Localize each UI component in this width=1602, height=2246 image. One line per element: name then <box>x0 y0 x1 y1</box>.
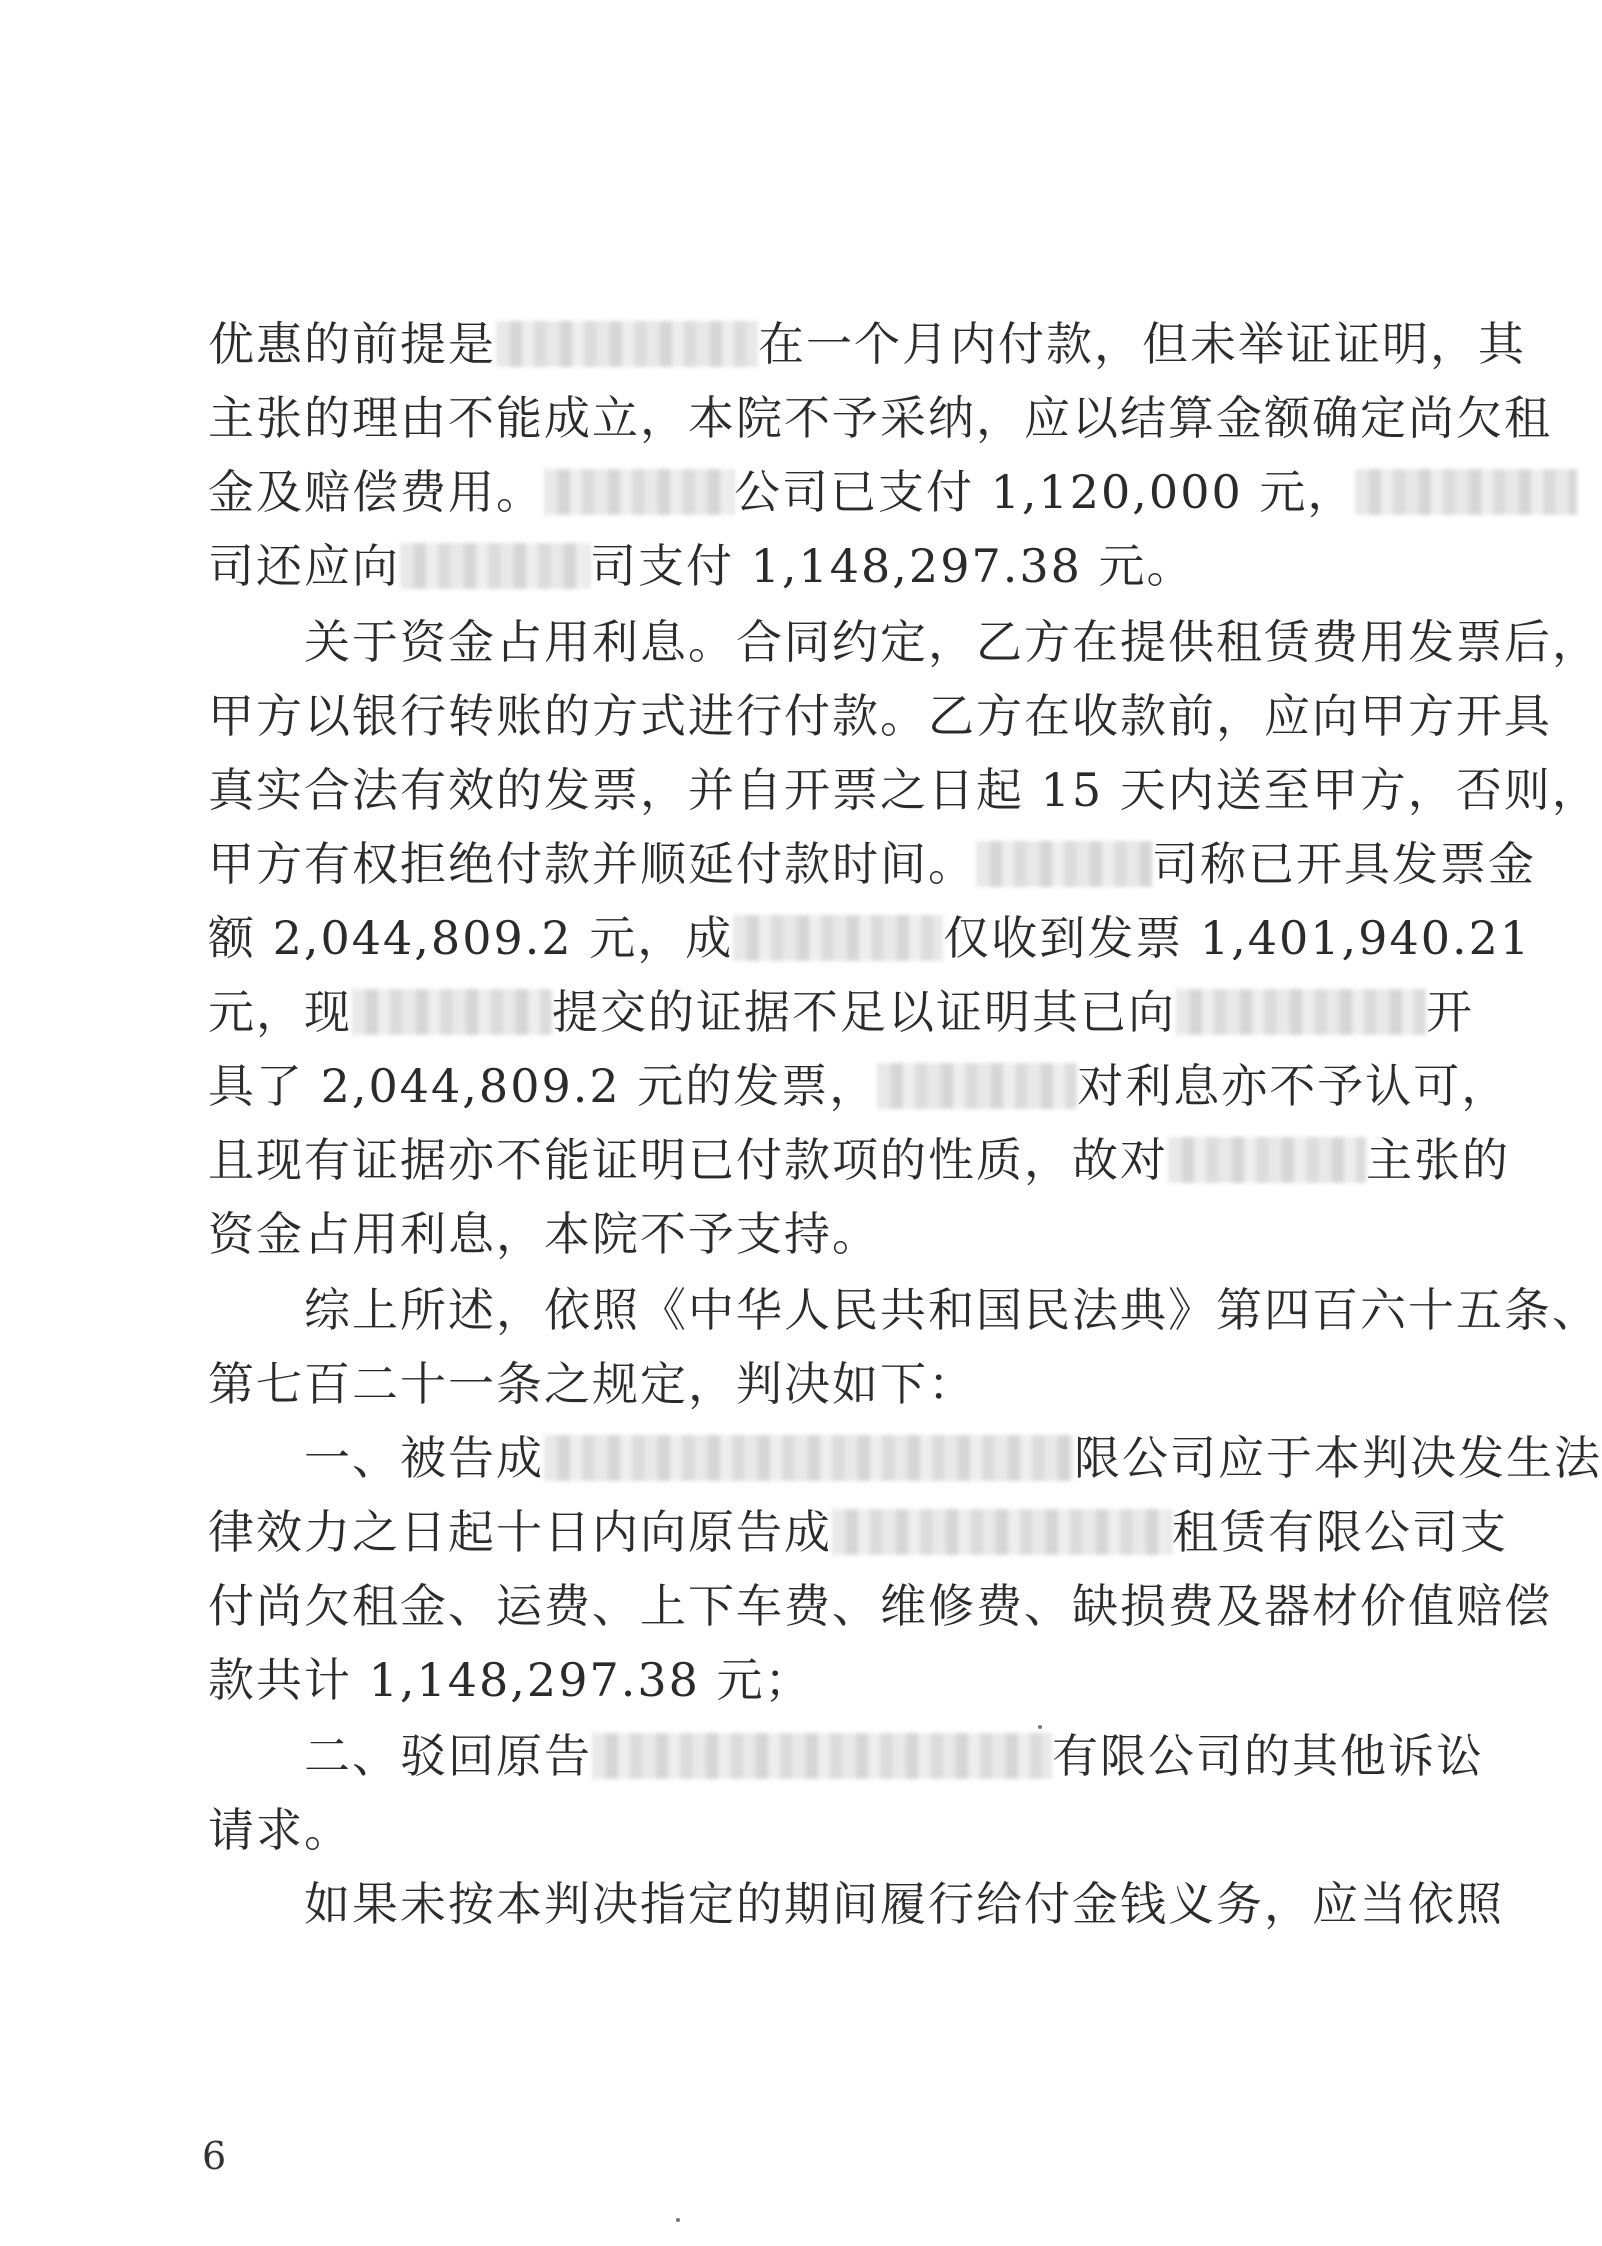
text-segment: 元，现 <box>208 985 352 1039</box>
text-segment: 第七百二十一条之规定，判决如下： <box>208 1357 976 1411</box>
text-segment: 如果未按本判决指定的期间履行给付金钱义务，应当依照 <box>208 1877 1504 1931</box>
text-line <box>208 388 1552 448</box>
redaction-block <box>832 1509 1172 1555</box>
text-segment: 甲方以银行转账的方式进行付款。乙方在收款前，应向甲方开具 <box>208 689 1552 743</box>
redaction-block <box>592 1733 1052 1779</box>
redaction-block <box>544 1435 1074 1481</box>
text-line <box>208 908 1532 968</box>
scan-speck <box>676 2218 680 2222</box>
text-segment: 二、驳回原告 <box>208 1729 592 1783</box>
text-segment: 一、被告成 <box>208 1431 544 1485</box>
text-line <box>208 1354 1394 1414</box>
text-line <box>208 834 1536 894</box>
text-segment: 主张的理由不能成立，本院不予采纳，应以结算金额确定尚欠租 <box>208 391 1552 445</box>
text-segment: 具了 2,044,809.2 元的发票， <box>208 1059 878 1113</box>
text-segment: 金及赔偿费用。 <box>208 465 544 519</box>
text-segment: 付尚欠租金、运费、上下车费、维修费、缺损费及器材价值赔偿 <box>208 1579 1552 1633</box>
redaction-block <box>1168 1137 1366 1183</box>
text-segment: 有限公司的其他诉讼 <box>1052 1729 1484 1783</box>
text-line <box>208 314 1526 374</box>
text-line <box>208 1726 1484 1786</box>
text-line <box>208 1874 1504 1934</box>
text-line <box>208 1130 1510 1190</box>
text-segment: 限公司应于本判决发生法 <box>1074 1431 1602 1485</box>
text-segment: 款共计 1,148,297.38 元； <box>208 1653 813 1707</box>
redaction-block <box>352 989 552 1035</box>
text-segment: 律效力之日起十日内向原告成 <box>208 1505 832 1559</box>
text-segment: 司称已开具发票金 <box>1152 837 1536 891</box>
redaction-block <box>733 915 943 961</box>
text-line <box>208 1204 1394 1264</box>
redaction-block <box>400 543 590 589</box>
text-line <box>208 1280 1600 1340</box>
text-segment: 甲方有权拒绝付款并顺延付款时间。 <box>208 837 976 891</box>
text-segment: 额 2,044,809.2 元，成 <box>208 911 734 965</box>
redaction-block <box>544 469 734 515</box>
text-line <box>208 536 1394 596</box>
text-line <box>208 1650 1394 1710</box>
text-segment: 公司已支付 1,120,000 元， <box>734 465 1356 519</box>
text-line <box>208 686 1552 746</box>
text-segment: 司支付 1,148,297.38 元。 <box>590 539 1195 593</box>
scan-speck <box>1038 1725 1042 1729</box>
redaction-block <box>976 841 1152 887</box>
text-segment: 关于资金占用利息。合同约定，乙方在提供租赁费用发票后， <box>208 615 1600 669</box>
text-segment: 在一个月内付款，但未举证证明，其 <box>758 317 1526 371</box>
text-line <box>208 1502 1508 1562</box>
text-segment: 请求。 <box>208 1803 352 1857</box>
text-segment: 提交的证据不足以证明其已向 <box>552 985 1176 1039</box>
text-segment: 开 <box>1426 985 1474 1039</box>
redaction-block <box>1355 469 1577 515</box>
text-segment: 对利息亦不予认可， <box>1077 1059 1510 1113</box>
text-segment: 司还应向 <box>208 539 400 593</box>
text-line <box>208 1576 1552 1636</box>
text-segment: 综上所述，依照《中华人民共和国民法典》第四百六十五条、 <box>208 1283 1600 1337</box>
text-segment: 资金占用利息，本院不予支持。 <box>208 1207 880 1261</box>
text-segment: 真实合法有效的发票，并自开票之日起 15 天内送至甲方，否则， <box>208 763 1600 817</box>
text-segment: 优惠的前提是 <box>208 317 496 371</box>
text-line <box>208 612 1600 672</box>
text-segment: 租赁有限公司支 <box>1172 1505 1508 1559</box>
redaction-block <box>1176 989 1426 1035</box>
text-line <box>208 1800 1394 1860</box>
page-number: 6 <box>202 2134 227 2178</box>
text-line <box>208 760 1600 820</box>
text-segment: 仅收到发票 1,401,940.21 <box>943 911 1532 965</box>
text-line <box>208 1428 1602 1488</box>
redaction-block <box>877 1063 1077 1109</box>
text-line <box>208 1056 1510 1116</box>
redaction-block <box>496 321 758 367</box>
text-segment: 且现有证据亦不能证明已付款项的性质，故对 <box>208 1133 1168 1187</box>
text-line <box>208 982 1474 1042</box>
text-line <box>208 462 1394 522</box>
text-segment: 主张的 <box>1366 1133 1510 1187</box>
